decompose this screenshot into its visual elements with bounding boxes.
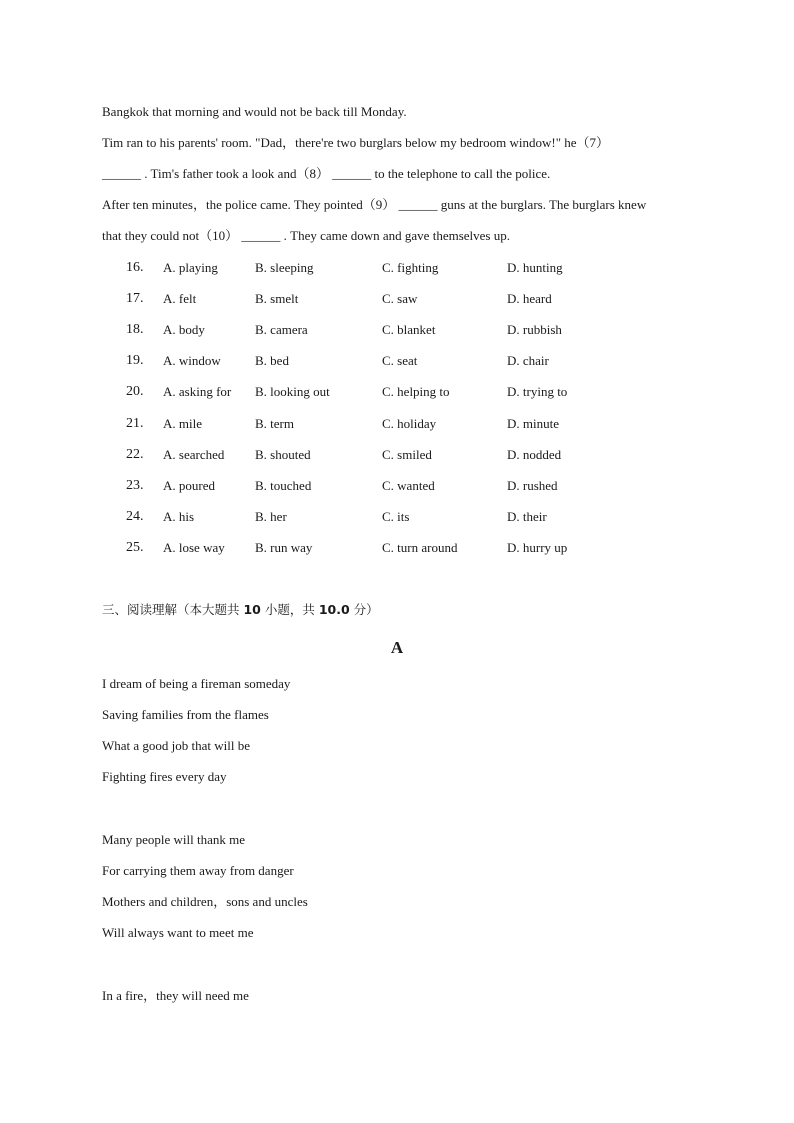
question-number: 23. — [126, 477, 144, 493]
option-a[interactable]: A. playing — [163, 260, 218, 275]
question-number: 16. — [126, 260, 144, 275]
option-c[interactable]: C. turn around — [382, 539, 458, 555]
option-d[interactable]: D. minute — [507, 415, 559, 431]
question-number: 18. — [126, 322, 144, 338]
passage-line-5-text: that they could not（10） — [102, 228, 242, 243]
option-c[interactable]: C. holiday — [382, 415, 437, 431]
option-d[interactable]: D. their — [507, 508, 547, 524]
option-d[interactable]: D. nodded — [507, 446, 562, 462]
option-c[interactable]: C. blanket — [382, 322, 436, 338]
option-b[interactable]: B. shouted — [255, 446, 311, 462]
question-number: 19. — [126, 353, 144, 369]
option-c[interactable]: C. fighting — [382, 260, 439, 275]
question-number: 25. — [126, 539, 144, 555]
question-row — [126, 353, 686, 369]
option-b[interactable]: B. run way — [255, 539, 313, 555]
section-question-count: 10 — [243, 602, 261, 617]
option-a[interactable]: A. mile — [163, 415, 202, 431]
poem-line: What a good job that will be — [102, 738, 251, 753]
passage-line-1: Bangkok that morning and would not be back till Monday. — [102, 104, 407, 119]
option-c[interactable]: C. its — [382, 508, 410, 524]
passage-line-5-text-end: . They came down and gave themselves up. — [280, 228, 510, 243]
section-heading-prefix: 三、阅读理解（本大题共 — [102, 602, 244, 617]
poem-line: I dream of being a fireman someday — [102, 676, 291, 691]
option-d[interactable]: D. trying to — [507, 384, 568, 400]
section-heading-suffix: 分） — [349, 602, 379, 617]
poem-line: Will always want to meet me — [102, 925, 254, 940]
option-b[interactable]: B. sleeping — [255, 260, 314, 275]
option-a[interactable]: A. body — [163, 322, 205, 338]
option-d[interactable]: D. hurry up — [507, 539, 568, 555]
option-c[interactable]: C. saw — [382, 291, 418, 307]
option-b[interactable]: B. bed — [255, 353, 289, 369]
option-a[interactable]: A. felt — [163, 291, 197, 307]
option-d[interactable]: D. heard — [507, 291, 552, 307]
passage-line-4-text-end: guns at the burglars. The burglars knew — [437, 197, 647, 212]
question-row — [126, 447, 686, 463]
question-row — [126, 540, 686, 556]
blank-10: ______ — [241, 228, 281, 243]
option-c[interactable]: C. seat — [382, 353, 418, 369]
section-heading-mid: 小题，共 — [260, 602, 319, 617]
option-a[interactable]: A. searched — [163, 446, 225, 462]
poem-line: Fighting fires every day — [102, 769, 227, 784]
option-c[interactable]: C. wanted — [382, 477, 435, 493]
passage-line-4-text: After ten minutes，the police came. They pointed（9） — [102, 197, 399, 212]
passage-title: A — [390, 638, 404, 657]
option-a[interactable]: A. lose way — [163, 539, 225, 555]
poem-line: In a fire，they will need me — [102, 988, 249, 1003]
option-b[interactable]: B. term — [255, 415, 294, 431]
option-b[interactable]: B. camera — [255, 322, 308, 338]
passage-line-5 — [102, 228, 510, 244]
blank-8: ______ — [332, 166, 372, 181]
poem-line: For carrying them away from danger — [102, 863, 294, 878]
option-a[interactable]: A. window — [163, 353, 221, 369]
blank-7: ______ — [102, 166, 141, 181]
question-number: 21. — [126, 415, 144, 431]
option-a[interactable]: A. poured — [163, 477, 215, 493]
question-number: 24. — [126, 508, 144, 524]
option-a[interactable]: A. asking for — [163, 384, 232, 400]
passage-line-4 — [102, 197, 646, 213]
question-row — [126, 322, 686, 338]
question-row — [126, 384, 686, 400]
question-number: 17. — [126, 291, 144, 307]
question-row — [126, 509, 686, 525]
poem-line: Mothers and children，sons and uncles — [102, 894, 308, 909]
option-d[interactable]: D. rubbish — [507, 322, 562, 338]
option-c[interactable]: C. helping to — [382, 384, 450, 400]
option-d[interactable]: D. rushed — [507, 477, 558, 493]
option-b[interactable]: B. her — [255, 508, 287, 524]
passage-line-2: Tim ran to his parents' room. "Dad，there're two burglars below my bedroom window!" he（7） — [102, 135, 610, 150]
question-row — [126, 416, 686, 432]
question-row — [126, 260, 686, 276]
blank-9: ______ — [398, 197, 438, 212]
section-score: 10.0 — [318, 602, 350, 617]
section-heading — [102, 602, 379, 618]
option-d[interactable]: D. hunting — [507, 260, 563, 275]
option-b[interactable]: B. smelt — [255, 291, 299, 307]
poem-line: Saving families from the flames — [102, 707, 269, 722]
passage-line-3-text-end: to the telephone to call the police. — [371, 166, 551, 181]
option-c[interactable]: C. smiled — [382, 446, 432, 462]
question-number: 20. — [126, 384, 144, 400]
option-a[interactable]: A. his — [163, 508, 195, 524]
passage-line-3 — [102, 166, 550, 182]
option-b[interactable]: B. looking out — [255, 384, 330, 400]
question-number: 22. — [126, 446, 144, 462]
poem-line: Many people will thank me — [102, 832, 245, 847]
question-row — [126, 478, 686, 494]
question-row — [126, 291, 686, 307]
option-b[interactable]: B. touched — [255, 477, 312, 493]
option-d[interactable]: D. chair — [507, 353, 549, 369]
passage-line-3-text: . Tim's father took a look and（8） — [141, 166, 333, 181]
